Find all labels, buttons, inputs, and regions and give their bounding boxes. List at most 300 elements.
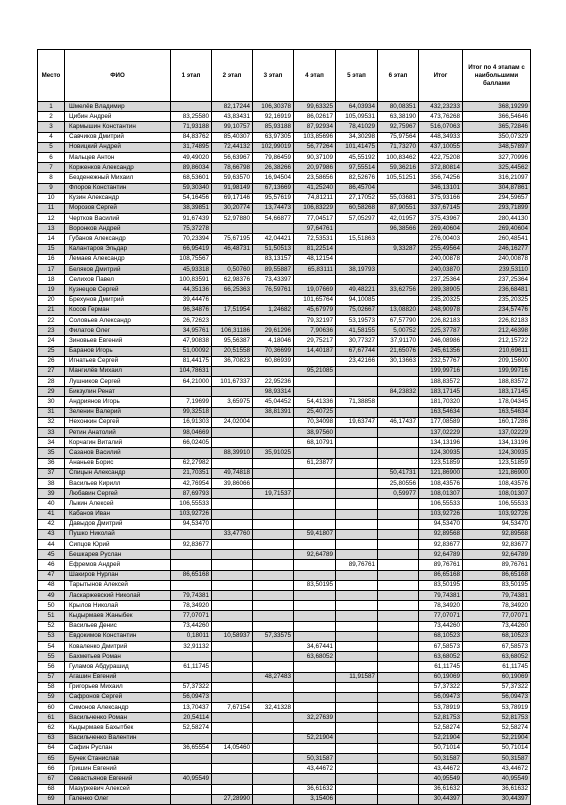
score-cell [212, 366, 253, 376]
table-row [38, 152, 531, 162]
table-row [38, 458, 531, 468]
score-cell: 21,70351 [171, 468, 212, 478]
table-row [38, 652, 531, 662]
score-cell [336, 519, 378, 529]
score-cell: 67,58573 [419, 641, 463, 651]
score-cell: 160,17286 [463, 417, 531, 427]
name-cell: Флоров Константин [65, 183, 171, 193]
name-cell: Калантаров Эльдар [65, 244, 171, 254]
name-cell: Агашин Евгений [65, 672, 171, 682]
score-cell [336, 754, 378, 764]
score-cell: 50,41731 [378, 468, 419, 478]
name-cell: Андриянов Игорь [65, 397, 171, 407]
table-row [38, 468, 531, 478]
score-cell [171, 448, 212, 458]
name-cell: Васильев Кирилл [65, 478, 171, 488]
score-cell: 32,41328 [253, 703, 294, 713]
score-cell: 85,40307 [212, 132, 253, 142]
score-cell [253, 682, 294, 692]
score-cell: 92,64789 [294, 550, 336, 560]
score-cell: 82,52676 [336, 173, 378, 183]
score-cell: 368,19299 [463, 102, 531, 112]
score-cell [294, 611, 336, 621]
score-cell [378, 570, 419, 580]
name-cell: Сипцов Юрий [65, 540, 171, 550]
table-row [38, 203, 531, 213]
score-cell [378, 621, 419, 631]
place-cell: 2 [38, 112, 65, 122]
score-cell: 22,95236 [253, 377, 294, 387]
name-cell: Симонов Александр [65, 703, 171, 713]
score-cell: 32,27639 [294, 713, 336, 723]
column-header: 2 этап [212, 50, 253, 102]
score-cell: 71,73270 [378, 142, 419, 152]
score-cell [171, 529, 212, 539]
score-cell [378, 794, 419, 804]
score-cell [212, 509, 253, 519]
score-cell: 325,44562 [463, 163, 531, 173]
score-cell [294, 519, 336, 529]
score-cell: 69,17146 [212, 193, 253, 203]
score-cell: 11,91587 [336, 672, 378, 682]
score-cell: 71,93188 [171, 122, 212, 132]
score-cell: 106,55533 [419, 499, 463, 509]
name-cell: Чертков Василий [65, 214, 171, 224]
table-row [38, 428, 531, 438]
score-cell: 96,34876 [171, 305, 212, 315]
score-cell: 246,16277 [463, 244, 531, 254]
name-cell: Корженков Александр [65, 163, 171, 173]
score-cell: 61,11745 [171, 662, 212, 672]
score-cell: 20,51558 [212, 346, 253, 356]
name-cell: Григорьев Михаил [65, 682, 171, 692]
score-cell [336, 224, 378, 234]
score-cell [336, 529, 378, 539]
table-row [38, 631, 531, 641]
score-cell: 75,02667 [336, 305, 378, 315]
score-cell: 96,38566 [378, 224, 419, 234]
name-cell: Кыдырмаев Жаныбек [65, 611, 171, 621]
name-cell: Соловьев Александр [65, 315, 171, 325]
score-cell: 86,65168 [419, 570, 463, 580]
score-cell: 53,78919 [419, 703, 463, 713]
score-cell [212, 682, 253, 692]
score-cell: 260,48541 [463, 234, 531, 244]
table-row [38, 448, 531, 458]
table-row [38, 478, 531, 488]
score-cell: 61,11745 [463, 662, 531, 672]
score-cell: 103,92726 [171, 509, 212, 519]
place-cell: 38 [38, 478, 65, 488]
table-row [38, 743, 531, 753]
score-cell: 269,40604 [419, 224, 463, 234]
place-cell: 68 [38, 784, 65, 794]
score-cell: 13,70437 [171, 703, 212, 713]
score-cell: 86,65168 [463, 570, 531, 580]
score-cell [171, 764, 212, 774]
score-cell: 108,43576 [419, 478, 463, 488]
score-cell [253, 580, 294, 590]
score-cell: 178,04345 [463, 397, 531, 407]
score-cell: 92,83677 [171, 540, 212, 550]
score-cell [336, 458, 378, 468]
score-cell [336, 621, 378, 631]
score-cell: 102,99019 [253, 142, 294, 152]
column-header: Место [38, 50, 65, 102]
score-cell: 99,10757 [212, 122, 253, 132]
place-cell: 61 [38, 713, 65, 723]
score-cell: 163,54634 [419, 407, 463, 417]
score-cell: 84,83762 [171, 132, 212, 142]
table-row [38, 489, 531, 499]
table-row [38, 397, 531, 407]
table-row [38, 173, 531, 183]
score-cell: 121,86900 [463, 468, 531, 478]
score-cell: 70,34098 [294, 417, 336, 427]
score-cell [212, 621, 253, 631]
score-cell [378, 591, 419, 601]
score-cell: 83,50195 [419, 580, 463, 590]
name-cell: Кузин Александр [65, 193, 171, 203]
score-cell [253, 519, 294, 529]
place-cell: 58 [38, 682, 65, 692]
score-cell [212, 754, 253, 764]
score-cell [253, 366, 294, 376]
score-cell: 17,51954 [212, 305, 253, 315]
score-cell: 46,48731 [212, 244, 253, 254]
name-cell: Сафронов Сергей [65, 692, 171, 702]
score-cell [294, 499, 336, 509]
score-cell [378, 529, 419, 539]
score-cell: 45,67979 [294, 305, 336, 315]
score-cell [253, 611, 294, 621]
name-cell: Лемаев Александр [65, 254, 171, 264]
score-cell [378, 377, 419, 387]
column-header: 5 этап [336, 50, 378, 102]
score-cell: 52,21904 [294, 733, 336, 743]
score-cell: 24,02004 [212, 417, 253, 427]
column-header: Итог по 4 этапам с наибольшими баллами [463, 50, 531, 102]
score-cell: 108,01307 [463, 489, 531, 499]
table-row [38, 570, 531, 580]
score-cell [212, 519, 253, 529]
place-cell: 10 [38, 193, 65, 203]
score-cell [294, 591, 336, 601]
score-cell: 448,34933 [419, 132, 463, 142]
table-row [38, 601, 531, 611]
place-cell: 36 [38, 458, 65, 468]
name-cell: Мангилёв Михаил [65, 366, 171, 376]
score-cell: 30,77327 [336, 336, 378, 346]
place-cell: 41 [38, 509, 65, 519]
table-row [38, 723, 531, 733]
score-cell [378, 784, 419, 794]
score-cell: 106,31186 [212, 326, 253, 336]
score-cell: 95,57619 [253, 193, 294, 203]
score-cell [253, 509, 294, 519]
score-cell: 64,21000 [171, 377, 212, 387]
score-cell: 52,58274 [463, 723, 531, 733]
score-cell: 516,07063 [419, 122, 463, 132]
score-cell: 19,63747 [336, 417, 378, 427]
score-cell: 106,55533 [463, 499, 531, 509]
score-cell: 66,95419 [171, 244, 212, 254]
score-cell: 348,57897 [463, 142, 531, 152]
table-row [38, 387, 531, 397]
table-row [38, 417, 531, 427]
name-cell: Беляков Дмитрий [65, 265, 171, 275]
score-cell [336, 570, 378, 580]
score-cell: 240,00878 [419, 254, 463, 264]
place-cell: 18 [38, 275, 65, 285]
name-cell: Севастьянов Евгений [65, 774, 171, 784]
score-cell: 31,74895 [171, 142, 212, 152]
score-cell: 42,76954 [171, 478, 212, 488]
score-cell: 44,35136 [171, 285, 212, 295]
score-cell: 0,18011 [171, 631, 212, 641]
score-cell [294, 631, 336, 641]
score-cell: 183,17145 [463, 387, 531, 397]
table-row [38, 122, 531, 132]
score-cell [253, 733, 294, 743]
score-cell [378, 275, 419, 285]
score-cell [336, 743, 378, 753]
column-header: Итог [419, 50, 463, 102]
score-cell: 67,13669 [253, 183, 294, 193]
table-row [38, 580, 531, 590]
score-cell [294, 570, 336, 580]
score-cell [294, 387, 336, 397]
score-cell: 26,38266 [253, 163, 294, 173]
score-cell: 60,19069 [419, 672, 463, 682]
score-cell [336, 448, 378, 458]
score-cell: 19,07669 [294, 285, 336, 295]
score-cell: 66,02405 [171, 438, 212, 448]
score-cell: 92,64789 [463, 550, 531, 560]
score-cell [253, 560, 294, 570]
score-cell [294, 509, 336, 519]
score-cell: 72,53531 [294, 234, 336, 244]
name-cell: Кыдырмаев Бахытбек [65, 723, 171, 733]
score-cell [171, 652, 212, 662]
score-cell [253, 570, 294, 580]
score-cell: 68,53601 [171, 173, 212, 183]
place-cell: 52 [38, 621, 65, 631]
score-cell: 98,04669 [171, 428, 212, 438]
score-cell: 63,68052 [294, 652, 336, 662]
name-cell: Кузнецов Сергей [65, 285, 171, 295]
score-cell [336, 652, 378, 662]
score-cell [336, 499, 378, 509]
score-cell [253, 438, 294, 448]
table-row [38, 764, 531, 774]
score-cell: 36,61632 [463, 784, 531, 794]
score-cell: 61,11745 [419, 662, 463, 672]
score-cell: 29,75217 [294, 336, 336, 346]
score-cell: 78,34920 [419, 601, 463, 611]
score-cell: 71,38858 [336, 397, 378, 407]
score-cell: 123,51859 [463, 458, 531, 468]
score-cell [253, 784, 294, 794]
score-cell [294, 275, 336, 285]
score-cell [253, 774, 294, 784]
score-cell: 56,77264 [294, 142, 336, 152]
score-cell: 134,13196 [463, 438, 531, 448]
table-row [38, 682, 531, 692]
score-cell: 83,25580 [171, 112, 212, 122]
column-header: 1 этап [171, 50, 212, 102]
name-cell: Сафин Руслан [65, 743, 171, 753]
score-cell: 35,91025 [253, 448, 294, 458]
score-cell: 95,56387 [212, 336, 253, 346]
score-cell [253, 499, 294, 509]
table-row [38, 142, 531, 152]
score-cell: 304,87861 [463, 183, 531, 193]
name-cell: Мазуркевич Алексей [65, 784, 171, 794]
name-cell: Зеленин Валерий [65, 407, 171, 417]
score-cell [336, 662, 378, 672]
score-cell [336, 611, 378, 621]
score-cell: 54,16456 [171, 193, 212, 203]
place-cell: 15 [38, 244, 65, 254]
score-cell: 50,31587 [419, 754, 463, 764]
score-cell: 86,45704 [336, 183, 378, 193]
score-cell [212, 254, 253, 264]
score-cell: 45,93318 [171, 265, 212, 275]
score-cell: 356,74256 [419, 173, 463, 183]
score-cell: 237,25364 [419, 275, 463, 285]
score-cell: 92,83677 [419, 540, 463, 550]
score-cell: 54,66877 [253, 214, 294, 224]
results-table [37, 49, 531, 805]
score-cell: 43,44672 [463, 764, 531, 774]
table-row [38, 244, 531, 254]
score-cell: 235,20325 [419, 295, 463, 305]
score-cell [253, 662, 294, 672]
score-cell: 50,31587 [463, 754, 531, 764]
score-cell: 79,74381 [171, 591, 212, 601]
score-cell: 38,81391 [253, 407, 294, 417]
place-cell: 22 [38, 315, 65, 325]
name-cell: Давыдов Дмитрий [65, 519, 171, 529]
place-cell: 3 [38, 122, 65, 132]
score-cell: 51,50513 [253, 244, 294, 254]
score-cell [212, 458, 253, 468]
score-cell [212, 774, 253, 784]
score-cell: 68,10523 [419, 631, 463, 641]
score-cell: 248,90978 [419, 305, 463, 315]
name-cell: Шакиров Нурлан [65, 570, 171, 580]
score-cell: 1,24682 [253, 305, 294, 315]
score-cell [336, 407, 378, 417]
name-cell: Воронков Андрей [65, 224, 171, 234]
score-cell: 422,75208 [419, 152, 463, 162]
score-cell [378, 641, 419, 651]
score-cell: 269,40604 [463, 224, 531, 234]
place-cell: 25 [38, 346, 65, 356]
score-cell [212, 580, 253, 590]
score-cell [212, 652, 253, 662]
score-cell: 104,78631 [171, 366, 212, 376]
score-cell [378, 652, 419, 662]
place-cell: 13 [38, 224, 65, 234]
table-row [38, 774, 531, 784]
score-cell [378, 611, 419, 621]
score-cell: 234,57476 [463, 305, 531, 315]
score-cell [378, 448, 419, 458]
score-cell: 82,17244 [212, 102, 253, 112]
table-row [38, 641, 531, 651]
score-cell [253, 478, 294, 488]
score-cell: 78,34920 [463, 601, 531, 611]
score-cell [378, 458, 419, 468]
place-cell: 20 [38, 295, 65, 305]
name-cell: Кармышин Константин [65, 122, 171, 132]
score-cell: 49,74818 [212, 468, 253, 478]
score-cell: 74,81211 [294, 193, 336, 203]
place-cell: 43 [38, 529, 65, 539]
score-cell [336, 703, 378, 713]
score-cell [336, 550, 378, 560]
score-cell [294, 703, 336, 713]
name-cell: Цибин Андрей [65, 112, 171, 122]
score-cell: 5,00752 [378, 326, 419, 336]
place-cell: 54 [38, 641, 65, 651]
table-row [38, 672, 531, 682]
place-cell: 8 [38, 173, 65, 183]
score-cell: 52,58274 [419, 723, 463, 733]
score-cell: 48,27483 [253, 672, 294, 682]
score-cell: 86,02617 [294, 112, 336, 122]
score-cell [378, 254, 419, 264]
score-cell: 106,30378 [253, 102, 294, 112]
score-cell: 52,21904 [419, 733, 463, 743]
score-cell [171, 754, 212, 764]
place-cell: 59 [38, 692, 65, 702]
score-cell [294, 478, 336, 488]
score-cell: 72,44132 [212, 142, 253, 152]
name-cell: Косов Герман [65, 305, 171, 315]
score-cell [378, 713, 419, 723]
score-cell [336, 275, 378, 285]
score-cell [336, 489, 378, 499]
table-row [38, 703, 531, 713]
score-cell [294, 723, 336, 733]
score-cell: 100,83591 [171, 275, 212, 285]
score-cell: 43,44672 [419, 764, 463, 774]
score-cell: 94,53470 [463, 519, 531, 529]
score-cell: 52,21904 [463, 733, 531, 743]
score-cell: 59,30340 [171, 183, 212, 193]
score-cell: 14,05460 [212, 743, 253, 753]
score-cell [378, 295, 419, 305]
name-cell: Ефремов Андрей [65, 560, 171, 570]
table-row [38, 550, 531, 560]
place-cell: 1 [38, 102, 65, 112]
score-cell: 237,25364 [463, 275, 531, 285]
score-cell [253, 550, 294, 560]
score-cell: 21,65076 [378, 346, 419, 356]
score-cell [212, 672, 253, 682]
score-cell: 78,34920 [171, 601, 212, 611]
place-cell: 69 [38, 794, 65, 804]
score-cell: 92,16919 [253, 112, 294, 122]
score-cell: 240,00878 [463, 254, 531, 264]
score-cell [336, 682, 378, 692]
score-cell: 63,68052 [463, 652, 531, 662]
score-cell: 106,83229 [294, 203, 336, 213]
score-cell [212, 764, 253, 774]
